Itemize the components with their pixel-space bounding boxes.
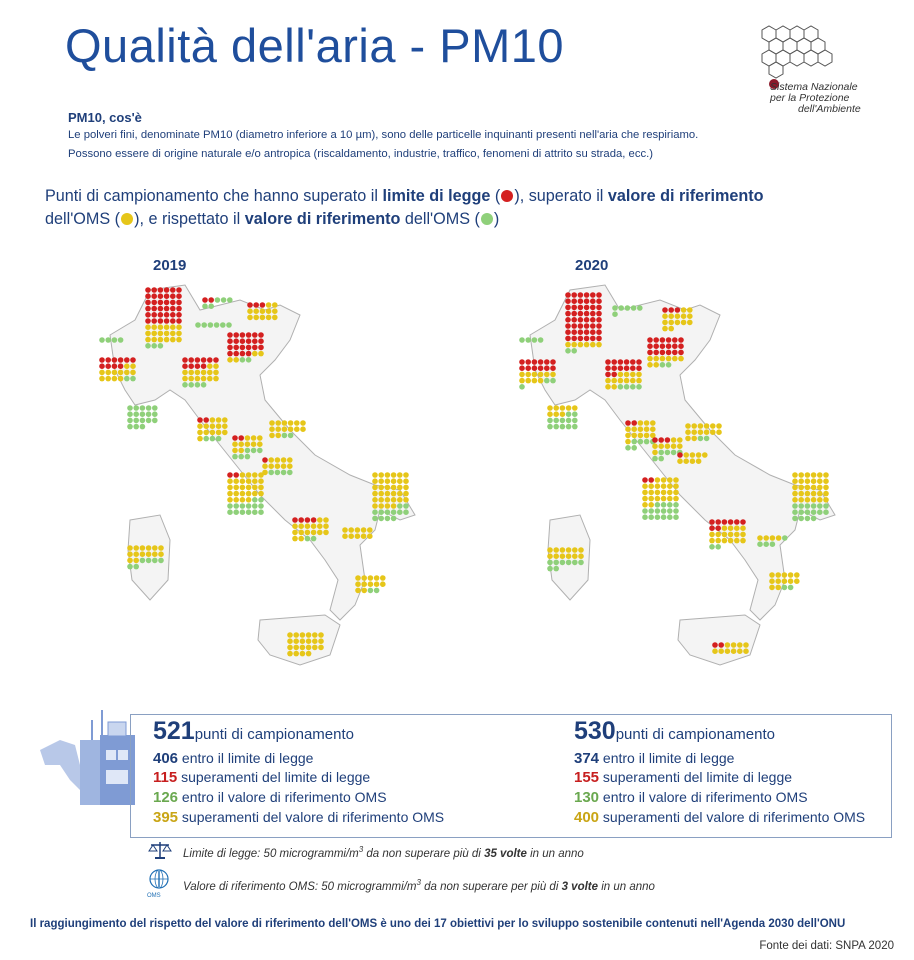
- monitoring-station-icon: [30, 710, 140, 810]
- region-dots-2: [247, 302, 277, 320]
- within-law-2020: 374 entro il limite di legge: [574, 750, 735, 767]
- region-dots-8: [127, 405, 157, 429]
- year-label-2020: 2020: [575, 257, 609, 274]
- logo-text: Sistema Nazionale per la Protezione dell'Ambiente: [770, 81, 861, 115]
- exceed-law-2020: 155 superamenti del limite di legge: [574, 769, 793, 786]
- within-law-2019: 406 entro il limite di legge: [153, 750, 314, 767]
- law-limit-note: Limite di legge: 50 microgrammi/$m^3$ da non superare più di 35 volte in un anno: [183, 845, 584, 860]
- italy-map-2020: [510, 280, 850, 700]
- oms-reference-note: Valore di riferimento OMS: 50 microgrammi/$m^3$ da non superare per più di 3 volte in un anno: [183, 878, 655, 893]
- definition-heading: PM10, cos'è: [68, 110, 142, 125]
- region-dots-17: [769, 572, 799, 590]
- definition-line-1: Le polveri fini, denominate PM10 (diametro inferiore a 10 µm), sono delle particelle inquinanti presenti nell'aria che respiriamo.: [68, 129, 699, 141]
- total-2020: 530punti di campionamento: [574, 717, 775, 745]
- total-2019: 521punti di campionamento: [153, 717, 354, 745]
- page-title: Qualità dell'aria - PM10: [65, 19, 565, 72]
- within-oms-2020: 130 entro il valore di riferimento OMS: [574, 789, 808, 806]
- region-dots-12: [262, 457, 292, 475]
- year-label-2019: 2019: [153, 257, 187, 274]
- exceed-oms-2019: 395 superamenti del valore di riferimento OMS: [153, 809, 445, 826]
- who-icon-label: OMS: [147, 893, 161, 899]
- legend-intro: Punti di campionamento che hanno superato il limite di legge ( ), superato il valore di riferimento dell'OMS ( ), e rispettato il valore di riferimento dell'OMS ( ): [45, 187, 764, 228]
- exceed-oms-2020: 400 superamenti del valore di riferimento OMS: [574, 809, 866, 826]
- region-dots-18: [355, 575, 385, 593]
- exceed-law-2019: 115 superamenti del limite di legge: [153, 769, 371, 786]
- scale-icon: [148, 840, 172, 860]
- footer-note: Il raggiungimento del rispetto del valore di riferimento dell'OMS è uno dei 17 obiettivi per lo sviluppo sostenibile contenuti nell'Agenda 2030 dell'ONU: [30, 918, 846, 930]
- region-dots-7: [547, 405, 577, 429]
- green-dot-icon: [481, 213, 493, 225]
- yellow-dot-icon: [121, 213, 133, 225]
- within-oms-2019: 126 entro il valore di riferimento OMS: [153, 789, 387, 806]
- italy-map-2019: [90, 280, 430, 700]
- stats-panel: [130, 714, 892, 838]
- who-icon: [146, 868, 172, 894]
- red-dot-icon: [501, 190, 513, 202]
- data-source: Fonte dei dati: SNPA 2020: [759, 940, 894, 952]
- definition-line-2: Possono essere di origine naturale e/o antropica (riscaldamento, industrie, traffico, fenomeni di attrito su strada, ecc.): [68, 148, 654, 160]
